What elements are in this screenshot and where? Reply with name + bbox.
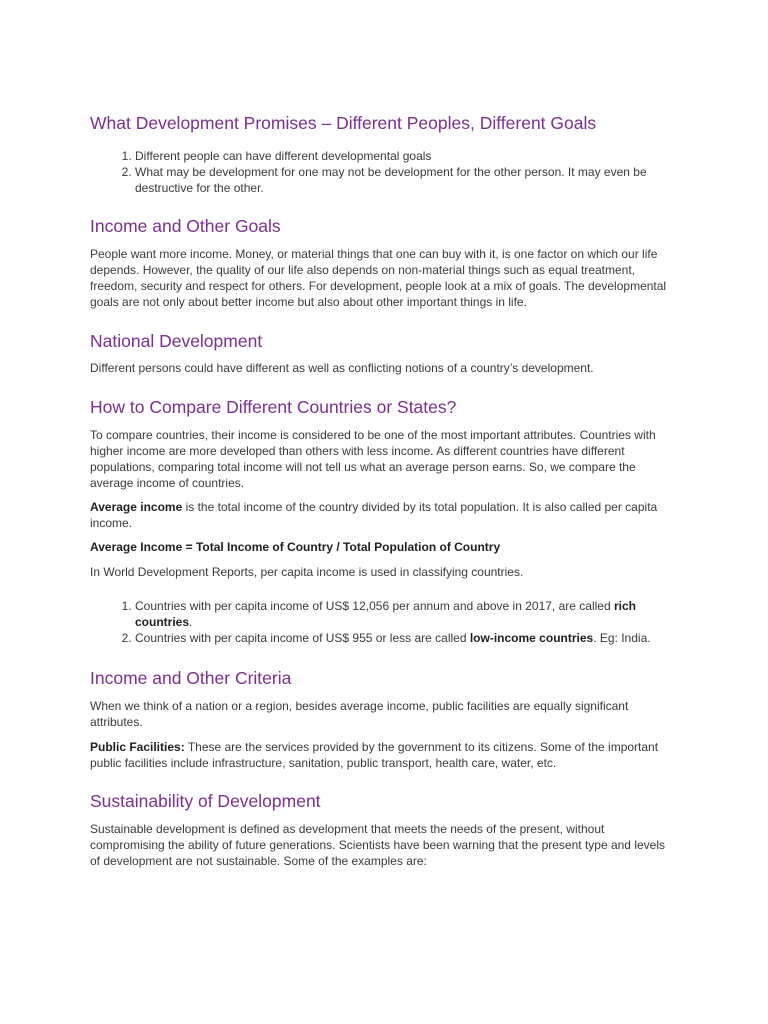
list-different-goals xyxy=(90,148,678,196)
heading-national-development: National Development xyxy=(90,331,263,351)
average-income-definition: is the total income of the country divided by its total population. It is also called per capita income. xyxy=(90,500,658,530)
low-income-text: Countries with per capita income of US$ 955 or less are called xyxy=(135,631,470,645)
average-income-formula: Average Income = Total Income of Country / Total Population of Country xyxy=(90,540,501,554)
paragraph-income-criteria: When we think of a nation or a region, besides average income, public facilities are equally significant attributes. xyxy=(90,699,629,729)
term-average-income: Average income xyxy=(90,500,183,514)
list-country-classification xyxy=(90,598,678,646)
low-income-end: . Eg: India. xyxy=(593,631,651,645)
heading-sustainability: Sustainability of Development xyxy=(90,791,321,811)
list-item: 1. Different people can have different developmental goals xyxy=(135,148,678,164)
term-public-facilities: Public Facilities: xyxy=(90,740,185,754)
paragraph-sustainability: Sustainable development is defined as development that meets the needs of the present, without compromising the ability of future generations. Scientists have been warning that the present type and levels of development are not sustainable. Some of the examples are: xyxy=(90,822,665,868)
paragraph-compare-countries: To compare countries, their income is considered to be one of the most important attributes. Countries with higher income are more developed than others with less income. As different countries have different populations, comparing total income will not tell us what an average person earns. So, we compare the average income of countries. xyxy=(90,428,656,490)
paragraph-world-development-reports: In World Development Reports, per capita income is used in classifying countries. xyxy=(90,565,524,579)
paragraph-average-income xyxy=(90,499,678,531)
paragraph-national-development: Different persons could have different as well as conflicting notions of a country’s development. xyxy=(90,361,594,375)
rich-countries-text: Countries with per capita income of US$ 12,056 per annum and above in 2017, are called xyxy=(135,599,614,613)
heading-compare-countries: How to Compare Different Countries or States? xyxy=(90,397,457,417)
paragraph-income-goals: People want more income. Money, or material things that one can buy with it, is one factor on which our life depends. However, the quality of our life also depends on non-material things such as equal treatment, freedom, security and respect for others. For development, people look at a mix of goals. The developmental goals are not only about better income but also about other important things in life. xyxy=(90,247,667,309)
public-facilities-definition: These are the services provided by the government to its citizens. Some of the important public facilities include infrastructure, sanitation, public transport, health care, water, etc. xyxy=(90,740,659,770)
heading-development-promises: What Development Promises – Different Peoples, Different Goals xyxy=(90,113,597,133)
heading-income-other-criteria: Income and Other Criteria xyxy=(90,668,292,688)
term-low-income-countries: low-income countries xyxy=(469,631,594,645)
paragraph-public-facilities xyxy=(90,739,678,771)
rich-countries-end: . xyxy=(189,615,193,629)
list-item-rich-countries xyxy=(135,598,678,630)
list-item: 2. What may be development for one may not be development for the other person. It may even be destructive for the other. xyxy=(135,164,678,196)
term-rich-countries: rich countries xyxy=(135,599,636,629)
heading-income-other-goals: Income and Other Goals xyxy=(90,216,281,236)
list-item-low-income-countries xyxy=(135,630,678,646)
